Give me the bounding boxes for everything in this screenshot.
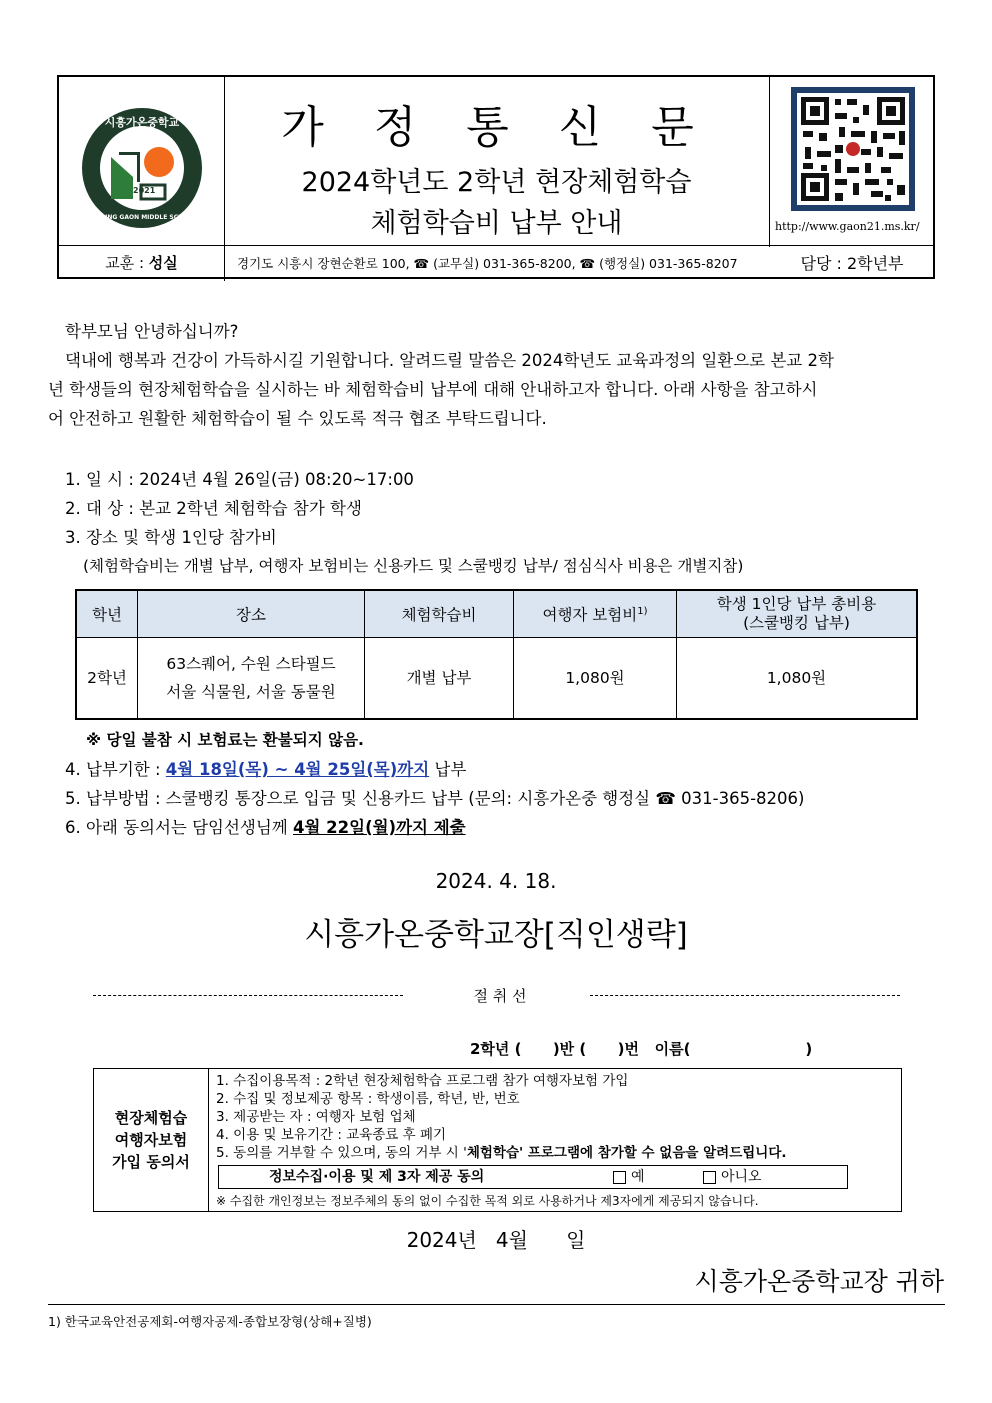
item-payment-method: 5. 납부방법 : 스쿨뱅킹 통장으로 입금 및 신용카드 납부 (문의: 시흥가온중 행정실 ☎ 031-365-8206) (65, 789, 805, 808)
divider (59, 245, 933, 246)
cell-place: 63스퀘어, 수원 스타필드 서울 식물원, 서울 동물원 (138, 638, 365, 720)
school-url[interactable]: http://www.gaon21.ms.kr/ (775, 220, 920, 233)
svg-text:시흥가온중학교: 시흥가온중학교 (104, 116, 180, 129)
item-place-fee: 3. 장소 및 학생 1인당 참가비 (65, 528, 277, 547)
intro-line: 어 안전하고 원활한 체험학습이 될 수 있도록 적극 협조 부탁드립니다. (48, 409, 547, 428)
cell-total: 1,080원 (677, 638, 918, 720)
intro-line: 댁내에 행복과 건강이 가득하시길 기원합니다. 알려드릴 말씀은 2024학년도 교육과정의 일환으로 본교 2학 (65, 351, 834, 370)
no-checkbox[interactable] (703, 1171, 716, 1184)
consent-line: 3. 제공받는 자 : 여행자 보험 업체 (216, 1109, 416, 1125)
contact-dept: 담당 : 2학년부 (800, 254, 904, 273)
greeting: 학부모님 안녕하십니까? (65, 322, 239, 341)
cell-fee: 개별 납부 (365, 638, 514, 720)
subtitle-line1: 2024학년도 2학년 현장체험학습 (301, 167, 692, 198)
divider (769, 77, 770, 247)
header-grade: 학년 (76, 590, 138, 638)
letter-header (57, 75, 935, 279)
cut-line-left (93, 995, 403, 996)
table-row (76, 638, 917, 720)
yes-checkbox[interactable] (613, 1171, 626, 1184)
school-logo (81, 107, 203, 233)
student-info-line[interactable]: 2학년 ( )반 ( )번 이름( ) (470, 1040, 813, 1058)
privacy-note: ※ 수집한 개인정보는 정보주체의 동의 없이 수집한 목적 외로 사용하거나 제3자에게 제공되지 않습니다. (216, 1194, 759, 1208)
item-place-note: (체험학습비는 개별 납부, 여행자 보험비는 신용카드 및 스쿨뱅킹 납부/ 점심식사 비용은 개별지참) (83, 557, 744, 575)
table-header-row (76, 590, 917, 638)
consent-line: 1. 수집이용목적 : 2학년 현장체험학습 프로그램 참가 여행자보험 가입 (216, 1073, 629, 1089)
svg-text:2021: 2021 (133, 186, 156, 195)
footnote-divider (48, 1304, 945, 1305)
footnote: 1) 한국교육안전공제회-여행자공제-종합보장형(상해+질병) (48, 1314, 372, 1329)
cell-insurance: 1,080원 (514, 638, 677, 720)
cell-grade: 2학년 (76, 638, 138, 720)
subtitle-line2: 체험학습비 납부 안내 (370, 208, 623, 239)
header-fee: 체험학습비 (365, 590, 514, 638)
header-insurance: 여행자 보험비$^{1)}$ (514, 590, 677, 638)
consent-line: 5. 동의를 거부할 수 있으며, 동의 거부 시 '체험학습' 프로그램에 참가할 수 없음을 알려드립니다. (216, 1145, 787, 1161)
intro-line: 년 학생들의 현장체험학습을 실시하는 바 체험학습비 납부에 대해 안내하고자 합니다. 아래 사항을 참고하시 (48, 380, 818, 399)
consent-date: 2024년 4월 일 (406, 1228, 586, 1252)
school-address: 경기도 시흥시 장현순환로 100, ☎ (교무실) 031-365-8200, ☎ (행정실) 031-365-8207 (237, 256, 738, 271)
issue-date: 2024. 4. 18. (435, 869, 557, 893)
consent-line: 4. 이용 및 보유기간 : 교육종료 후 폐기 (216, 1127, 447, 1143)
page-title: 가 정 통 신 문 (281, 102, 712, 153)
item-submit: 6. 아래 동의서는 담임선생님께 4월 22일(월)까지 제출 (65, 818, 466, 837)
svg-text:SIHEUNG GAON MIDDLE SCHOOL: SIHEUNG GAON MIDDLE SCHOOL (86, 214, 198, 221)
school-motto: 교훈 : 성실 (105, 254, 178, 272)
header-place: 장소 (138, 590, 365, 638)
fee-table (75, 589, 918, 720)
cut-line-label: 절 취 선 (473, 987, 527, 1005)
header-total: 학생 1인당 납부 총비용 (스쿨뱅킹 납부) (677, 590, 918, 638)
recipient: 시흥가온중학교장 귀하 (694, 1267, 944, 1296)
consent-title: 현장체험습 여행자보험 가입 동의서 (112, 1109, 190, 1171)
agree-label: 정보수집·이용 및 제 3자 제공 동의 (269, 1169, 485, 1185)
yes-label: 예 (631, 1169, 645, 1185)
refund-note: ※ 당일 불참 시 보험료는 환불되지 않음. (86, 731, 364, 749)
consent-form (93, 1068, 902, 1212)
cut-line-right (590, 995, 900, 996)
item-deadline: 4. 납부기한 : 4월 18일(목) ~ 4월 25일(목)까지 납부 (65, 760, 467, 779)
item-schedule: 1. 일 시 : 2024년 4월 26일(금) 08:20~17:00 (65, 470, 414, 489)
no-label: 아니오 (721, 1169, 762, 1185)
consent-line: 2. 수집 및 정보제공 항목 : 학생이름, 학년, 반, 번호 (216, 1091, 520, 1107)
divider (208, 1069, 209, 1211)
consent-agree-row (218, 1165, 848, 1189)
item-target: 2. 대 상 : 본교 2학년 체험학습 참가 학생 (65, 499, 362, 518)
qr-code-icon (791, 87, 915, 215)
principal-sign: 시흥가온중학교장[직인생략] (304, 917, 688, 953)
